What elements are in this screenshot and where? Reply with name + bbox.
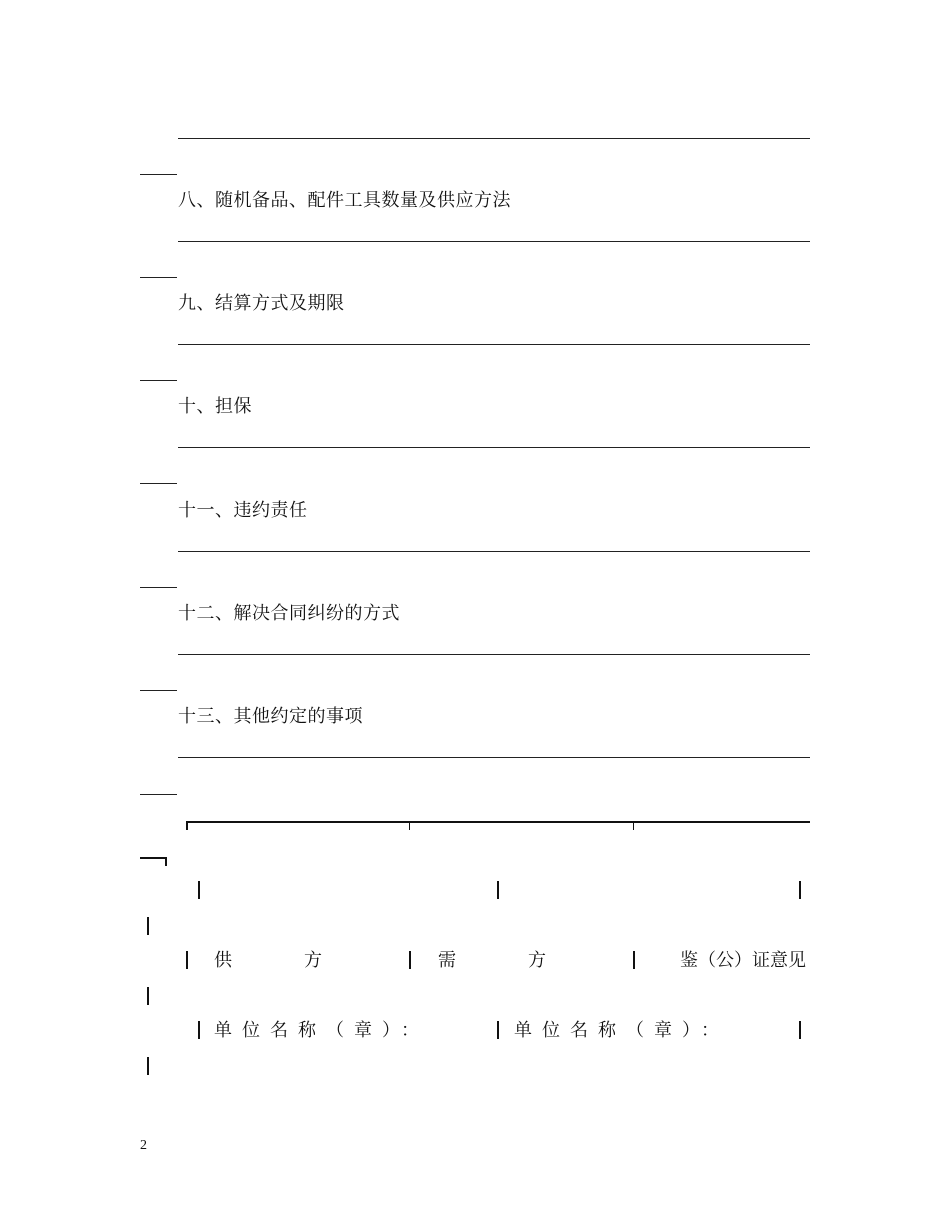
section-heading-10: 十、担保	[178, 396, 252, 417]
section-heading-12: 十二、解决合同纠纷的方式	[178, 603, 400, 624]
section-heading-8: 八、随机备品、配件工具数量及供应方法	[178, 190, 511, 211]
section-heading-13: 十三、其他约定的事项	[178, 706, 363, 727]
blank-line	[178, 138, 810, 139]
table-row-border-tail	[147, 1057, 149, 1075]
buyer-unit-name-label: 单位名称（章）：	[514, 1020, 729, 1041]
blank-line	[178, 551, 810, 552]
blank-line-tail	[140, 483, 177, 484]
table-row-border	[633, 951, 635, 969]
blank-line-tail	[140, 277, 177, 278]
blank-line-tail	[140, 174, 177, 175]
blank-line	[178, 241, 810, 242]
table-top-border	[186, 821, 810, 823]
table-corner-right	[165, 857, 167, 866]
table-row-border	[198, 1021, 200, 1039]
supplier-unit-name-label: 单位名称（章）：	[214, 1020, 429, 1041]
table-row-border-tail	[147, 987, 149, 1005]
table-row-border	[799, 1021, 801, 1039]
blank-line-tail	[140, 690, 177, 691]
table-row-border	[497, 881, 499, 899]
buyer-column-header: 需 方	[438, 950, 546, 971]
table-top-border-tail	[140, 857, 166, 859]
section-heading-9: 九、结算方式及期限	[178, 293, 345, 314]
section-heading-11: 十一、违约责任	[178, 500, 308, 521]
table-row-border	[409, 951, 411, 969]
blank-line	[178, 654, 810, 655]
table-row-border	[497, 1021, 499, 1039]
blank-line-tail	[140, 794, 177, 795]
table-corner-left	[186, 821, 188, 830]
table-col-divider-2	[633, 821, 634, 830]
blank-line-tail	[140, 587, 177, 588]
blank-line	[178, 757, 810, 758]
table-col-divider-1	[409, 821, 410, 830]
table-row-border-tail	[147, 917, 149, 935]
table-row-border	[198, 881, 200, 899]
blank-line-tail	[140, 380, 177, 381]
notary-column-header: 鉴（公）证意见	[680, 950, 806, 971]
table-row-border	[186, 951, 188, 969]
blank-line	[178, 447, 810, 448]
page-number: 2	[140, 1138, 147, 1153]
blank-line	[178, 344, 810, 345]
supplier-column-header: 供 方	[214, 950, 322, 971]
table-row-border	[799, 881, 801, 899]
